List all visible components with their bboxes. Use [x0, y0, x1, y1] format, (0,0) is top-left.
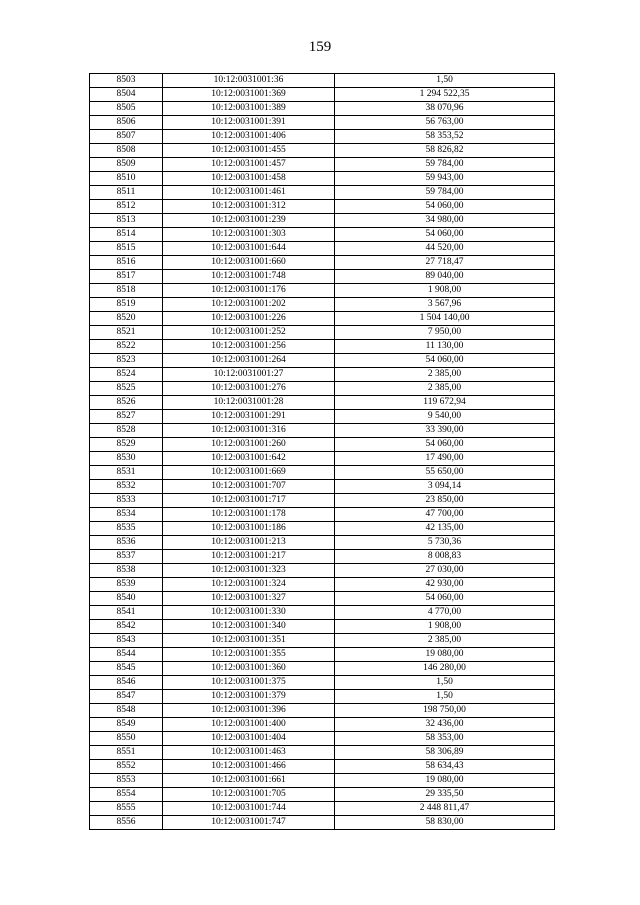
cadastral-number-cell: 10:12:0031001:27: [163, 368, 335, 382]
row-number-cell: 8531: [90, 466, 163, 480]
value-cell: 59 784,00: [335, 158, 555, 172]
row-number-cell: 8517: [90, 270, 163, 284]
value-cell: 54 060,00: [335, 228, 555, 242]
value-cell: 198 750,00: [335, 704, 555, 718]
cadastral-number-cell: 10:12:0031001:642: [163, 452, 335, 466]
value-cell: 58 634,43: [335, 760, 555, 774]
table-row: [90, 74, 555, 88]
cadastral-number-cell: 10:12:0031001:404: [163, 732, 335, 746]
table-row: [90, 88, 555, 102]
value-cell: 58 306,89: [335, 746, 555, 760]
table-row: [90, 732, 555, 746]
value-cell: 4 770,00: [335, 606, 555, 620]
cadastral-number-cell: 10:12:0031001:355: [163, 648, 335, 662]
value-cell: 29 335,50: [335, 788, 555, 802]
cadastral-number-cell: 10:12:0031001:660: [163, 256, 335, 270]
row-number-cell: 8544: [90, 648, 163, 662]
value-cell: 5 730,36: [335, 536, 555, 550]
value-cell: 17 490,00: [335, 452, 555, 466]
cadastral-number-cell: 10:12:0031001:717: [163, 494, 335, 508]
row-number-cell: 8505: [90, 102, 163, 116]
table-row: [90, 746, 555, 760]
value-cell: 11 130,00: [335, 340, 555, 354]
cadastral-number-cell: 10:12:0031001:455: [163, 144, 335, 158]
cadastral-number-cell: 10:12:0031001:256: [163, 340, 335, 354]
value-cell: 23 850,00: [335, 494, 555, 508]
table-row: [90, 396, 555, 410]
table-row: [90, 172, 555, 186]
table-row: [90, 186, 555, 200]
value-cell: 2 385,00: [335, 382, 555, 396]
row-number-cell: 8535: [90, 522, 163, 536]
row-number-cell: 8538: [90, 564, 163, 578]
value-cell: 33 390,00: [335, 424, 555, 438]
row-number-cell: 8506: [90, 116, 163, 130]
cadastral-number-cell: 10:12:0031001:260: [163, 438, 335, 452]
value-cell: 8 008,83: [335, 550, 555, 564]
value-cell: 54 060,00: [335, 438, 555, 452]
table-row: [90, 690, 555, 704]
table-row: [90, 508, 555, 522]
table-row: [90, 494, 555, 508]
cadastral-number-cell: 10:12:0031001:644: [163, 242, 335, 256]
cadastral-number-cell: 10:12:0031001:375: [163, 676, 335, 690]
row-number-cell: 8530: [90, 452, 163, 466]
cadastral-number-cell: 10:12:0031001:327: [163, 592, 335, 606]
cadastral-number-cell: 10:12:0031001:705: [163, 788, 335, 802]
table-row: [90, 536, 555, 550]
cadastral-number-cell: 10:12:0031001:406: [163, 130, 335, 144]
table-row: [90, 424, 555, 438]
cadastral-number-cell: 10:12:0031001:276: [163, 382, 335, 396]
value-cell: 38 070,96: [335, 102, 555, 116]
table-row: [90, 340, 555, 354]
table-row: [90, 480, 555, 494]
row-number-cell: 8552: [90, 760, 163, 774]
table-row: [90, 130, 555, 144]
row-number-cell: 8520: [90, 312, 163, 326]
cadastral-number-cell: 10:12:0031001:744: [163, 802, 335, 816]
table-row: [90, 228, 555, 242]
cadastral-number-cell: 10:12:0031001:28: [163, 396, 335, 410]
value-cell: 59 784,00: [335, 186, 555, 200]
value-cell: 58 353,52: [335, 130, 555, 144]
cadastral-number-cell: 10:12:0031001:186: [163, 522, 335, 536]
cadastral-number-cell: 10:12:0031001:389: [163, 102, 335, 116]
table-row: [90, 298, 555, 312]
row-number-cell: 8533: [90, 494, 163, 508]
cadastral-number-cell: 10:12:0031001:316: [163, 424, 335, 438]
row-number-cell: 8534: [90, 508, 163, 522]
value-cell: 1 908,00: [335, 284, 555, 298]
value-cell: 34 980,00: [335, 214, 555, 228]
cadastral-number-cell: 10:12:0031001:36: [163, 74, 335, 88]
cadastral-number-cell: 10:12:0031001:176: [163, 284, 335, 298]
row-number-cell: 8553: [90, 774, 163, 788]
table-row: [90, 620, 555, 634]
cadastral-number-cell: 10:12:0031001:360: [163, 662, 335, 676]
value-cell: 59 943,00: [335, 172, 555, 186]
table-row: [90, 648, 555, 662]
table-row: [90, 466, 555, 480]
value-cell: 2 385,00: [335, 368, 555, 382]
table-row: [90, 368, 555, 382]
value-cell: 19 080,00: [335, 648, 555, 662]
row-number-cell: 8551: [90, 746, 163, 760]
table-row: [90, 270, 555, 284]
cadastral-number-cell: 10:12:0031001:226: [163, 312, 335, 326]
row-number-cell: 8525: [90, 382, 163, 396]
row-number-cell: 8529: [90, 438, 163, 452]
row-number-cell: 8528: [90, 424, 163, 438]
table-row: [90, 410, 555, 424]
row-number-cell: 8511: [90, 186, 163, 200]
value-cell: 54 060,00: [335, 200, 555, 214]
row-number-cell: 8556: [90, 816, 163, 830]
table-row: [90, 704, 555, 718]
cadastral-number-cell: 10:12:0031001:324: [163, 578, 335, 592]
table-row: [90, 452, 555, 466]
table-row: [90, 256, 555, 270]
row-number-cell: 8522: [90, 340, 163, 354]
cadastral-number-cell: 10:12:0031001:351: [163, 634, 335, 648]
cadastral-number-cell: 10:12:0031001:303: [163, 228, 335, 242]
value-cell: 42 930,00: [335, 578, 555, 592]
value-cell: 2 385,00: [335, 634, 555, 648]
table-row: [90, 606, 555, 620]
table-row: [90, 438, 555, 452]
cadastral-number-cell: 10:12:0031001:669: [163, 466, 335, 480]
table-row: [90, 774, 555, 788]
row-number-cell: 8508: [90, 144, 163, 158]
value-cell: 3 567,96: [335, 298, 555, 312]
row-number-cell: 8539: [90, 578, 163, 592]
table-row: [90, 382, 555, 396]
row-number-cell: 8541: [90, 606, 163, 620]
value-cell: 3 094,14: [335, 480, 555, 494]
value-cell: 1,50: [335, 74, 555, 88]
row-number-cell: 8547: [90, 690, 163, 704]
table-row: [90, 214, 555, 228]
value-cell: 146 280,00: [335, 662, 555, 676]
row-number-cell: 8503: [90, 74, 163, 88]
row-number-cell: 8537: [90, 550, 163, 564]
cadastral-number-cell: 10:12:0031001:340: [163, 620, 335, 634]
value-cell: 9 540,00: [335, 410, 555, 424]
cadastral-number-cell: 10:12:0031001:178: [163, 508, 335, 522]
value-cell: 1,50: [335, 676, 555, 690]
value-cell: 44 520,00: [335, 242, 555, 256]
cadastral-number-cell: 10:12:0031001:661: [163, 774, 335, 788]
cadastral-number-cell: 10:12:0031001:461: [163, 186, 335, 200]
table-row: [90, 676, 555, 690]
cadastral-number-cell: 10:12:0031001:264: [163, 354, 335, 368]
row-number-cell: 8519: [90, 298, 163, 312]
table-row: [90, 592, 555, 606]
data-table: [89, 73, 555, 830]
cadastral-number-cell: 10:12:0031001:463: [163, 746, 335, 760]
row-number-cell: 8532: [90, 480, 163, 494]
cadastral-number-cell: 10:12:0031001:213: [163, 536, 335, 550]
table-row: [90, 326, 555, 340]
row-number-cell: 8513: [90, 214, 163, 228]
cadastral-number-cell: 10:12:0031001:400: [163, 718, 335, 732]
row-number-cell: 8527: [90, 410, 163, 424]
table-row: [90, 284, 555, 298]
cadastral-number-cell: 10:12:0031001:466: [163, 760, 335, 774]
cadastral-number-cell: 10:12:0031001:747: [163, 816, 335, 830]
row-number-cell: 8507: [90, 130, 163, 144]
cadastral-number-cell: 10:12:0031001:217: [163, 550, 335, 564]
cadastral-number-cell: 10:12:0031001:748: [163, 270, 335, 284]
value-cell: 1 504 140,00: [335, 312, 555, 326]
value-cell: 47 700,00: [335, 508, 555, 522]
page-number: 159: [308, 39, 332, 55]
value-cell: 58 830,00: [335, 816, 555, 830]
value-cell: 2 448 811,47: [335, 802, 555, 816]
cadastral-number-cell: 10:12:0031001:202: [163, 298, 335, 312]
table-row: [90, 578, 555, 592]
row-number-cell: 8555: [90, 802, 163, 816]
cadastral-number-cell: 10:12:0031001:369: [163, 88, 335, 102]
row-number-cell: 8509: [90, 158, 163, 172]
value-cell: 32 436,00: [335, 718, 555, 732]
row-number-cell: 8540: [90, 592, 163, 606]
value-cell: 58 826,82: [335, 144, 555, 158]
row-number-cell: 8524: [90, 368, 163, 382]
cadastral-number-cell: 10:12:0031001:458: [163, 172, 335, 186]
table-row: [90, 522, 555, 536]
value-cell: 1 908,00: [335, 620, 555, 634]
row-number-cell: 8510: [90, 172, 163, 186]
value-cell: 1,50: [335, 690, 555, 704]
value-cell: 27 030,00: [335, 564, 555, 578]
row-number-cell: 8516: [90, 256, 163, 270]
row-number-cell: 8536: [90, 536, 163, 550]
table-row: [90, 354, 555, 368]
table-row: [90, 144, 555, 158]
cadastral-number-cell: 10:12:0031001:396: [163, 704, 335, 718]
cadastral-number-cell: 10:12:0031001:707: [163, 480, 335, 494]
cadastral-number-cell: 10:12:0031001:323: [163, 564, 335, 578]
cadastral-number-cell: 10:12:0031001:291: [163, 410, 335, 424]
row-number-cell: 8549: [90, 718, 163, 732]
table-row: [90, 200, 555, 214]
table-row: [90, 662, 555, 676]
row-number-cell: 8548: [90, 704, 163, 718]
row-number-cell: 8514: [90, 228, 163, 242]
row-number-cell: 8523: [90, 354, 163, 368]
row-number-cell: 8526: [90, 396, 163, 410]
value-cell: 89 040,00: [335, 270, 555, 284]
table-row: [90, 718, 555, 732]
value-cell: 7 950,00: [335, 326, 555, 340]
cadastral-number-cell: 10:12:0031001:330: [163, 606, 335, 620]
table-row: [90, 158, 555, 172]
row-number-cell: 8504: [90, 88, 163, 102]
value-cell: 119 672,94: [335, 396, 555, 410]
row-number-cell: 8554: [90, 788, 163, 802]
value-cell: 54 060,00: [335, 354, 555, 368]
value-cell: 27 718,47: [335, 256, 555, 270]
row-number-cell: 8515: [90, 242, 163, 256]
table-row: [90, 760, 555, 774]
value-cell: 55 650,00: [335, 466, 555, 480]
row-number-cell: 8542: [90, 620, 163, 634]
table-row: [90, 634, 555, 648]
table-row: [90, 564, 555, 578]
value-cell: 56 763,00: [335, 116, 555, 130]
table-row: [90, 550, 555, 564]
table-row: [90, 816, 555, 830]
value-cell: 19 080,00: [335, 774, 555, 788]
table-row: [90, 312, 555, 326]
cadastral-number-cell: 10:12:0031001:312: [163, 200, 335, 214]
row-number-cell: 8550: [90, 732, 163, 746]
cadastral-number-cell: 10:12:0031001:391: [163, 116, 335, 130]
row-number-cell: 8512: [90, 200, 163, 214]
value-cell: 54 060,00: [335, 592, 555, 606]
table-row: [90, 242, 555, 256]
value-cell: 58 353,00: [335, 732, 555, 746]
value-cell: 42 135,00: [335, 522, 555, 536]
cadastral-number-cell: 10:12:0031001:239: [163, 214, 335, 228]
row-number-cell: 8545: [90, 662, 163, 676]
table-row: [90, 788, 555, 802]
row-number-cell: 8518: [90, 284, 163, 298]
table-row: [90, 116, 555, 130]
value-cell: 1 294 522,35: [335, 88, 555, 102]
cadastral-number-cell: 10:12:0031001:252: [163, 326, 335, 340]
row-number-cell: 8543: [90, 634, 163, 648]
cadastral-number-cell: 10:12:0031001:457: [163, 158, 335, 172]
table-row: [90, 802, 555, 816]
row-number-cell: 8521: [90, 326, 163, 340]
row-number-cell: 8546: [90, 676, 163, 690]
table-row: [90, 102, 555, 116]
cadastral-number-cell: 10:12:0031001:379: [163, 690, 335, 704]
